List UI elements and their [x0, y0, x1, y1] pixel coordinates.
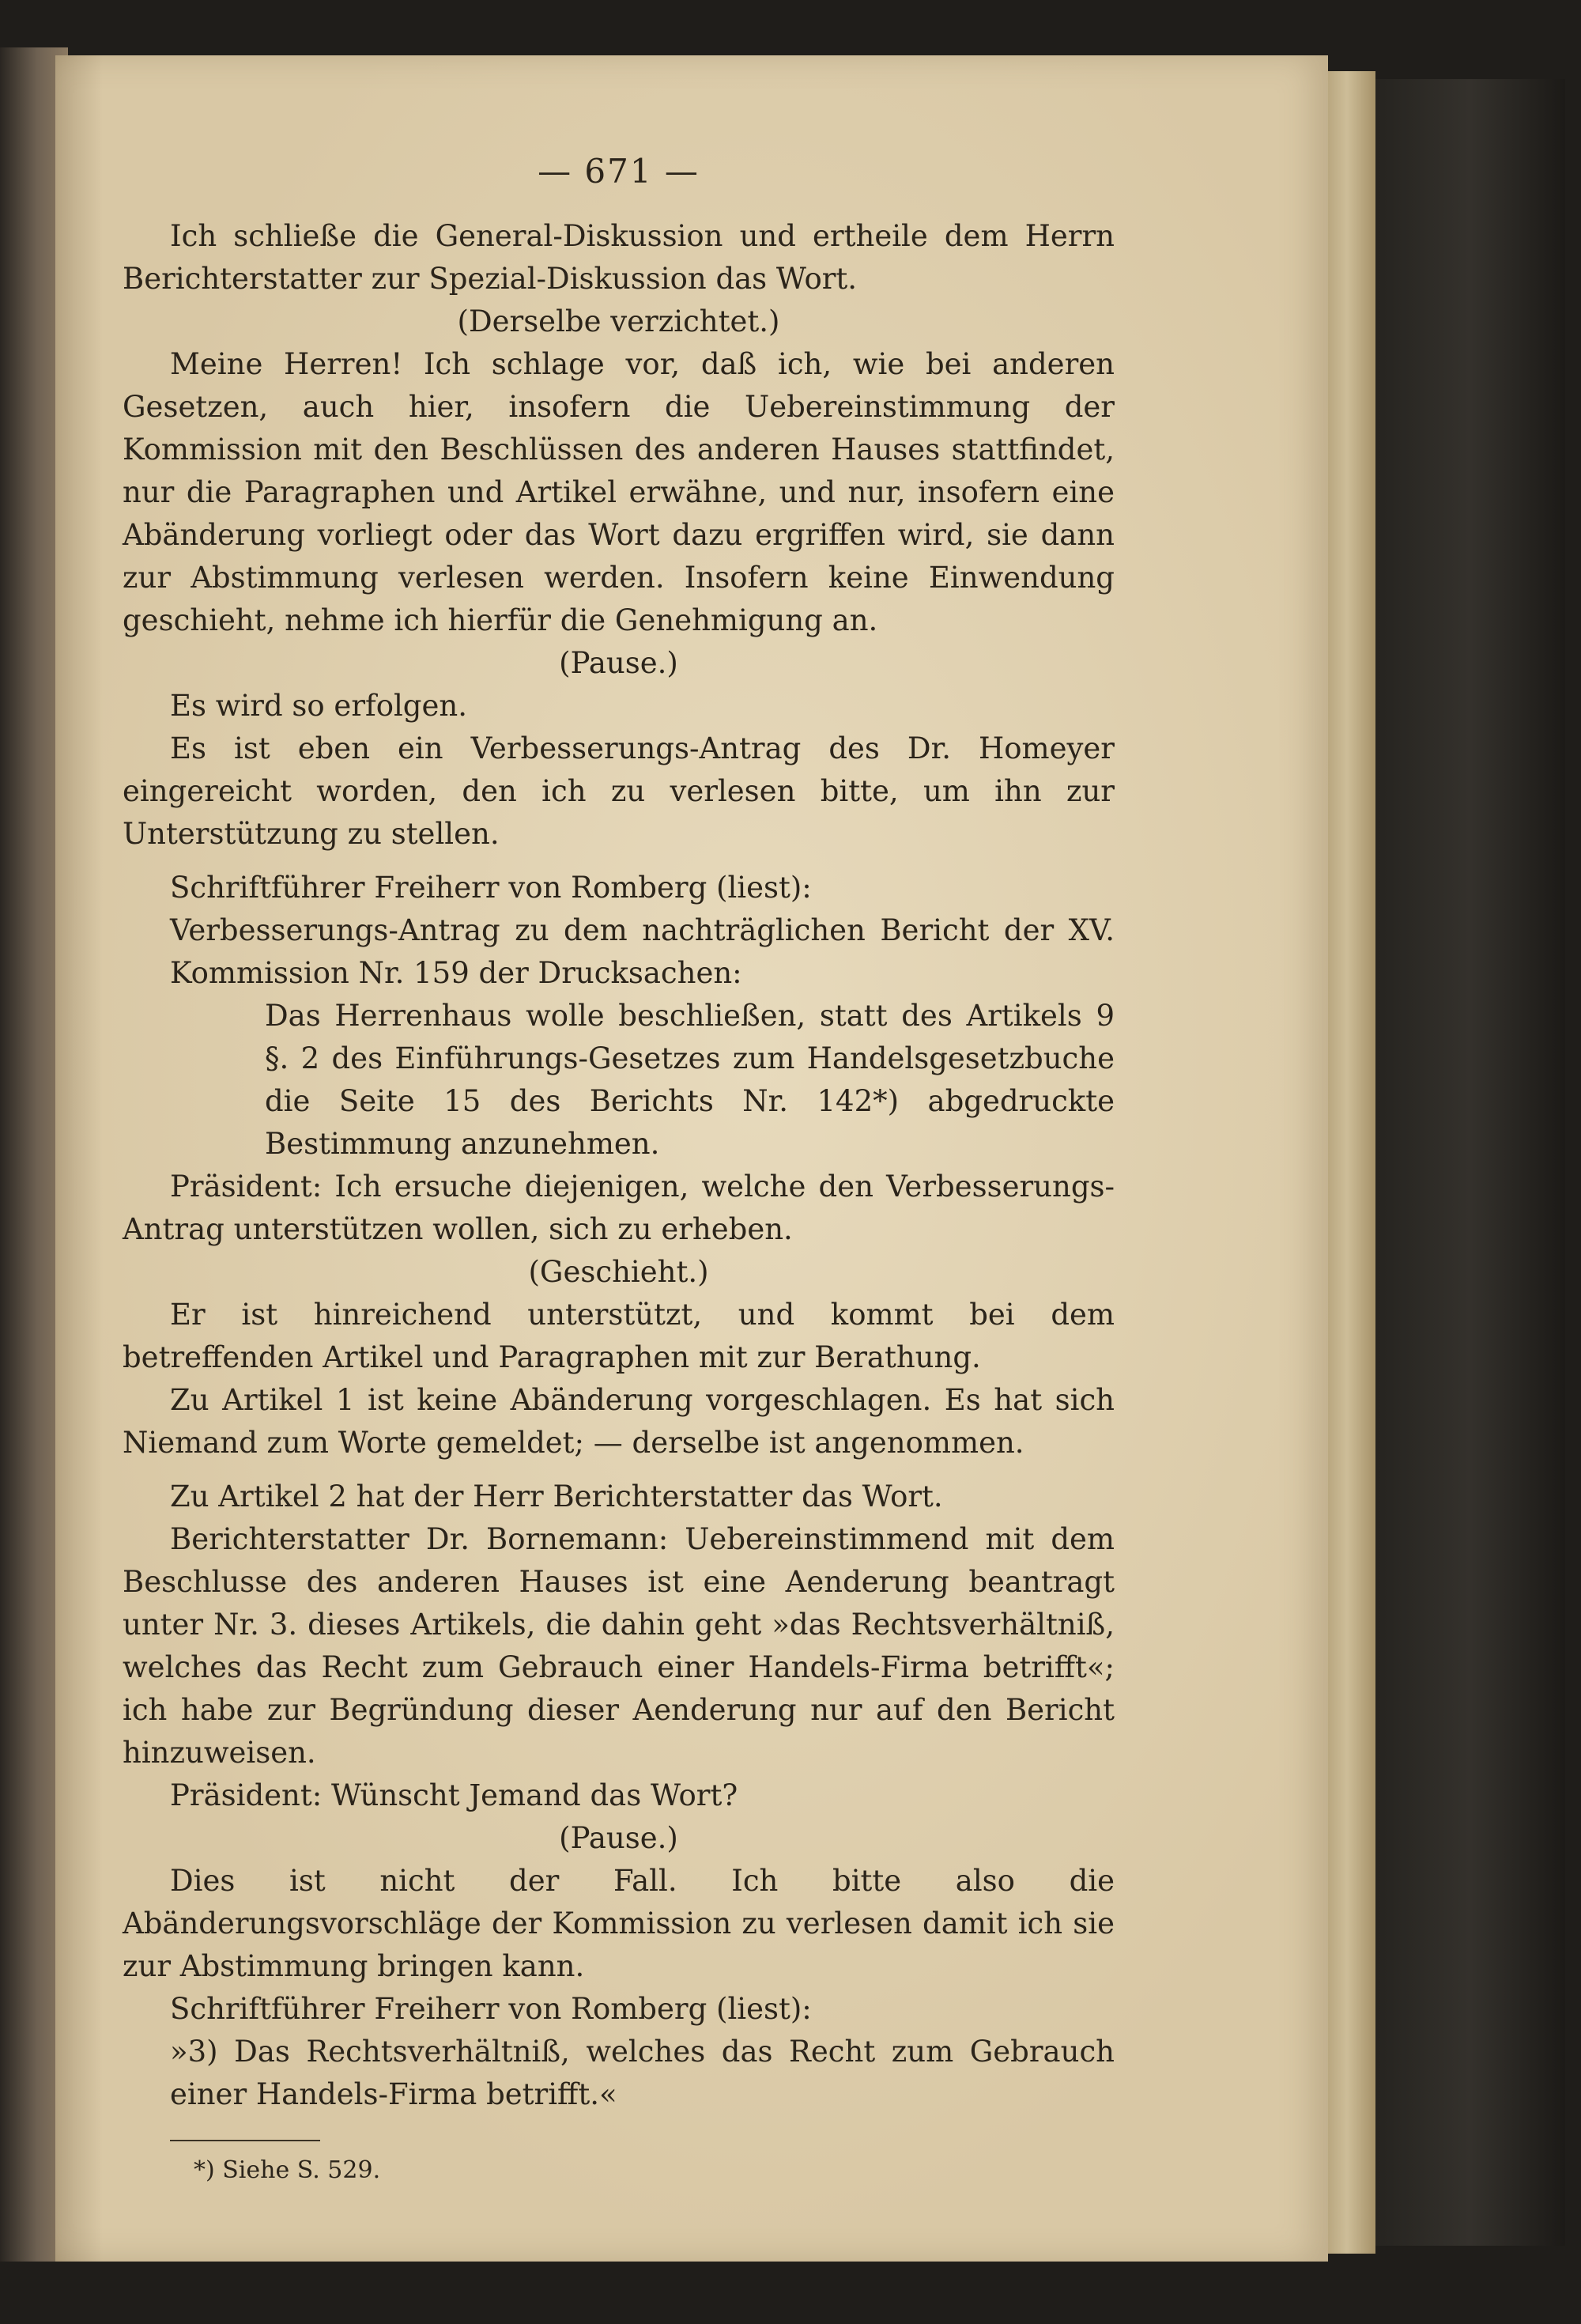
- stage-note-1: (Derselbe verzichtet.): [457, 304, 780, 338]
- paragraph-3: Es wird so erfolgen.: [170, 689, 467, 723]
- stage-note-2: (Pause.): [559, 646, 678, 680]
- stage-note-4: (Pause.): [559, 1821, 678, 1855]
- paragraph-6: Zu Artikel 1 ist keine Abänderung vorgeschlagen. Es hat sich Niemand zum Worte gemeldet; — derselbe ist angenommen.: [123, 1383, 1115, 1460]
- paragraph-5: Er ist hinreichend unterstützt, und kommt bei dem betreffenden Artikel und Paragraphen mit zur Berathung.: [123, 1298, 1115, 1374]
- motion-text: Das Herrenhaus wolle beschließen, statt des Artikels 9 §. 2 des Einführungs-Gesetzes zum Handelsgesetzbuche die Seite 15 des Berichts Nr. 142*) abgedruckte Bestimmung anzunehmen.: [265, 999, 1115, 1161]
- paragraph-1: Ich schließe die General-Diskussion und ertheile dem Herrn Berichterstatter zur Spezial-Diskussion das Wort.: [123, 219, 1115, 296]
- speaker-line-2: Schriftführer Freiherr von Romberg (liest):: [170, 1992, 812, 2026]
- speaker-line-1: Schriftführer Freiherr von Romberg (liest):: [170, 871, 812, 905]
- president-statement-2: Präsident: Wünscht Jemand das Wort?: [170, 1778, 738, 1812]
- footnote-rule: [170, 2140, 320, 2141]
- quoted-amendment: »3) Das Rechtsverhältniß, welches das Recht zum Gebrauch einer Handels-Firma betrifft.«: [170, 2035, 1115, 2111]
- book-cover: [1375, 79, 1565, 2246]
- stage-note-3: (Geschieht.): [528, 1255, 709, 1289]
- paragraph-2: Meine Herren! Ich schlage vor, daß ich, wie bei anderen Gesetzen, auch hier, insofern die Uebereinstimmung der Kommission mit den Beschlüssen des anderen Hauses stattfindet, nur die Paragraphen und Artikel erwähne, und nur, insofern eine Abänderung vorliegt oder das Wort dazu ergriffen wird, sie dann zur Abstimmung verlesen werden. Insofern keine Einwendung geschieht, nehme ich hierfür die Genehmigung an.: [123, 347, 1115, 637]
- page-content: [123, 150, 1115, 2192]
- page-stack-edge: [1328, 71, 1375, 2254]
- paragraph-4: Es ist eben ein Verbesserungs-Antrag des Dr. Homeyer eingereicht worden, den ich zu verlesen bitte, um ihn zur Unterstützung zu stellen.: [123, 731, 1115, 851]
- paragraph-8: Dies ist nicht der Fall. Ich bitte also die Abänderungsvorschläge der Kommission zu verlesen damit ich sie zur Abstimmung bringen kann.: [123, 1864, 1115, 1983]
- paragraph-7: Zu Artikel 2 hat der Herr Berichterstatter das Wort.: [170, 1479, 943, 1513]
- motion-heading: Verbesserungs-Antrag zu dem nachträglichen Bericht der XV. Kommission Nr. 159 der Drucksachen:: [170, 913, 1115, 990]
- footnote: *) Siehe S. 529.: [194, 2156, 381, 2184]
- rapporteur-statement: Berichterstatter Dr. Bornemann: Uebereinstimmend mit dem Beschlusse des anderen Hauses ist eine Aenderung beantragt unter Nr. 3. dieses Artikels, die dahin geht »das Rechtsverhältniß, welches das Recht zum Gebrauch einer Handels-Firma betrifft«; ich habe zur Begründung dieser Aenderung nur auf den Bericht hinzuweisen.: [123, 1522, 1115, 1770]
- page-number: — 671 —: [538, 152, 700, 191]
- president-statement-1: Präsident: Ich ersuche diejenigen, welche den Verbesserungs-Antrag unterstützen wollen, sich zu erheben.: [123, 1170, 1115, 1246]
